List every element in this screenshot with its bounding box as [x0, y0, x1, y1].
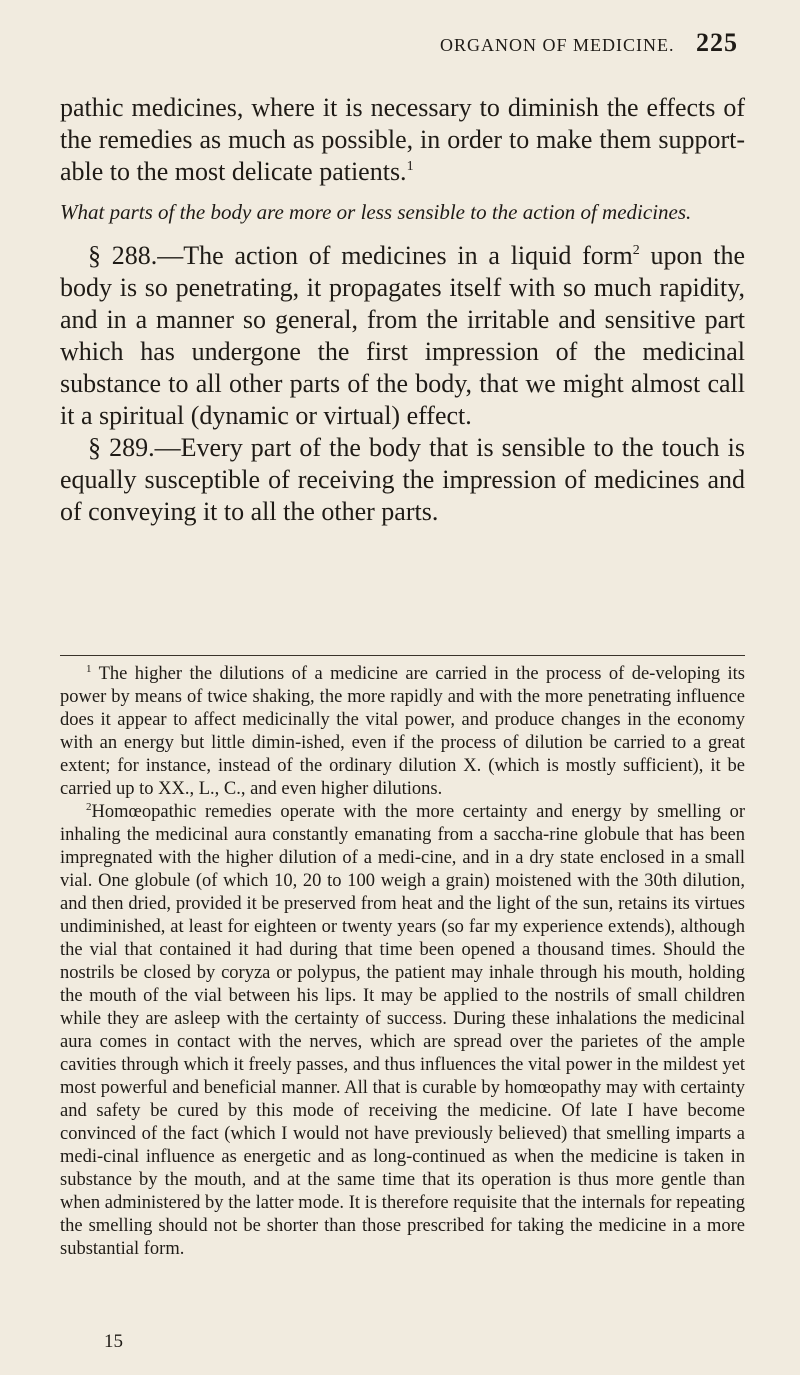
- footnote-1: [60, 663, 745, 801]
- footnote-ref-2: 2: [632, 243, 640, 258]
- continuation-paragraph: [60, 92, 745, 188]
- continuation-text: pathic medicines, where it is necessary to diminish the effects of the remedies as much as possible, in order to make them support-able to the most delicate patients.: [60, 93, 745, 186]
- footnote-marker: 2: [86, 801, 92, 813]
- footnote-text: Homœopathic remedies operate with the more certainty and energy by smelling or inhaling the medicinal aura constantly emanating from a saccha-rine globule that has been impregnated with the higher dilution of a medi-cine, and in a dry state enclosed in a small vial. One globule (of which 10, 20 to 100 weigh a grain) moistened with the 30th dilution, and then dried, provided it be preserved from heat and the light of the sun, retains its virtues undiminished, at least for eighteen or twenty years (so far my experience extends), although the vial that contained it had during that time been opened a thousand times. Should the nostrils be closed by coryza or polypus, the patient may inhale through his mouth, holding the mouth of the vial between his lips. It may be applied to the nostrils of small children while they are asleep with the certainty of success. During these inhalations the medicinal aura comes in contact with the nerves, which are spread over the parietes of the ample cavities through which it freely passes, and thus influences the vital power in the mildest yet most powerful and beneficial manner. All that is curable by homœopathy may with certainty and safety be cured by this mode of receiving the medicine. Of late I have become convinced of the fact (which I would not have previously believed) that smelling imparts a medi-cinal influence as energetic and as long-continued as when the medicine is taken in substance by the mouth, and at the same time that its operation is thus more gentle than when administered by the latter mode. It is therefore requisite that the internals for repeating the smelling should not be shorter than those prescribed for taking the medicine in a more substantial form.: [60, 802, 745, 1259]
- footnote-ref-1: 1: [406, 159, 414, 174]
- section-288-text-b: upon the body is so penetrating, it propagates itself with so much rapidity, and in a manner so general, from the irritable and sensitive part which has undergone the first impression of the medicinal substance to all other parts of the body, that we might almost call it a spiritual (dynamic or virtual) effect.: [60, 241, 745, 430]
- signature-mark: 15: [104, 1331, 123, 1352]
- page-number: 225: [696, 28, 738, 57]
- footnote-text: The higher the dilutions of a medicine are carried in the process of de-veloping its power by means of twice shaking, the more rapidly and with the more penetrating influence does it appear to affect medicinally the vital power, and produce changes in the economy with an energy but little dimin-ished, even if the process of dilution be carried to a great extent; for instance, instead of the ordinary dilution X. (which is mostly sufficient), it be carried up to XX., L., C., and even higher dilutions.: [60, 664, 745, 799]
- running-head: ORGANON OF MEDICINE.: [440, 35, 675, 55]
- footnote-2: [60, 801, 745, 1261]
- page-header: [440, 28, 738, 56]
- section-288-text-a: § 288.—The action of medicines in a liquid form: [88, 241, 633, 270]
- footnotes: [60, 663, 745, 1261]
- main-text: [60, 92, 745, 528]
- footnote-marker: 1: [86, 663, 92, 675]
- section-sidenote: What parts of the body are more or less sensible to the action of medicines.: [60, 200, 692, 224]
- section-288: [60, 240, 745, 432]
- section-289: § 289.—Every part of the body that is sensible to the touch is equally susceptible of receiving the impression of medicines and of conveying it to all the other parts.: [60, 433, 745, 526]
- footnote-divider: [60, 655, 745, 656]
